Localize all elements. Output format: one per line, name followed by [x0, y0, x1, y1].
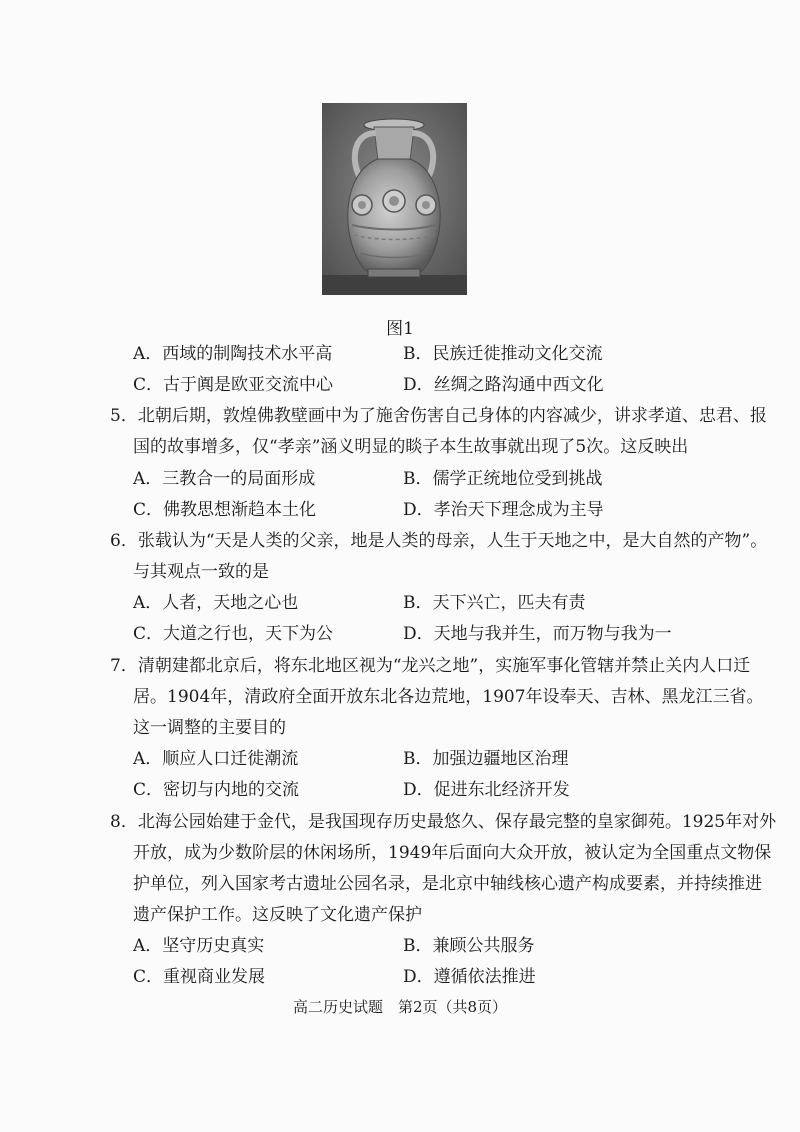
q6-option-c: C．大道之行也，天下为公	[133, 624, 334, 644]
q6-stem-line1: 6．张载认为“天是人类的父亲，地是人类的母亲，人生于天地之中，是大自然的产物”。	[110, 531, 768, 551]
q5-stem-line1: 5．北朝后期，敦煌佛教壁画中为了施舍伤害自己身体的内容减少，讲求孝道、忠君、报	[110, 406, 767, 426]
q4-option-a: A．西域的制陶技术水平高	[133, 344, 333, 364]
q7-stem-line2: 居。1904年，清政府全面开放东北各边荒地，1907年设奉天、吉林、黑龙江三省。	[133, 687, 764, 707]
q4-option-c: C．古于阗是欧亚交流中心	[133, 375, 334, 395]
q5-option-b: B．儒学正统地位受到挑战	[403, 469, 603, 489]
q7-option-a: A．顺应人口迁徙潮流	[133, 749, 299, 769]
q6-option-b: B．天下兴亡，匹夫有责	[403, 593, 586, 613]
q4-option-b: B．民族迁徙推动文化交流	[403, 344, 603, 364]
q8-stem-line3: 护单位，列入国家考古遗址公园名录，是北京中轴线核心遗产构成要素，并持续推进	[133, 874, 762, 894]
q5-option-a: A．三教合一的局面形成	[133, 469, 316, 489]
q8-option-d: D．遵循依法推进	[403, 967, 536, 987]
q8-stem-line1: 8．北海公园始建于金代，是我国现存历史最悠久、保存最完整的皇家御苑。1925年对外	[110, 812, 777, 832]
q8-option-c: C．重视商业发展	[133, 967, 266, 987]
q5-option-c: C．佛教思想渐趋本土化	[133, 500, 317, 520]
q7-stem-line3: 这一调整的主要目的	[133, 718, 286, 738]
q8-stem-line4: 遗产保护工作。这反映了文化遗产保护	[133, 905, 422, 925]
q6-stem-line2: 与其观点一致的是	[133, 562, 269, 582]
q8-stem-line2: 开放，成为少数阶层的休闲场所，1949年后面向大众开放，被认定为全国重点文物保	[133, 843, 772, 863]
q8-option-b: B．兼顾公共服务	[403, 936, 535, 956]
q7-option-d: D．促进东北经济开发	[403, 780, 570, 800]
q7-option-c: C．密切与内地的交流	[133, 780, 300, 800]
q6-option-a: A．人者，天地之心也	[133, 593, 299, 613]
page-footer: 高二历史试题 第2页（共8页）	[292, 998, 508, 1016]
q5-option-d: D．孝治天下理念成为主导	[403, 500, 604, 520]
figure-caption: 图1	[386, 319, 414, 339]
q5-stem-line2: 国的故事增多，仅“孝亲”涵义明显的睒子本生故事就出现了5次。这反映出	[133, 437, 689, 457]
q7-stem-line1: 7．清朝建都北京后，将东北地区视为“龙兴之地”，实施军事化管辖并禁止关内人口迁	[110, 656, 751, 676]
q8-option-a: A．坚守历史真实	[133, 936, 265, 956]
figure-1-vase-photo	[322, 103, 467, 295]
q7-option-b: B．加强边疆地区治理	[403, 749, 569, 769]
q4-option-d: D．丝绸之路沟通中西文化	[403, 375, 604, 395]
q6-option-d: D．天地与我并生，而万物与我为一	[403, 624, 672, 644]
